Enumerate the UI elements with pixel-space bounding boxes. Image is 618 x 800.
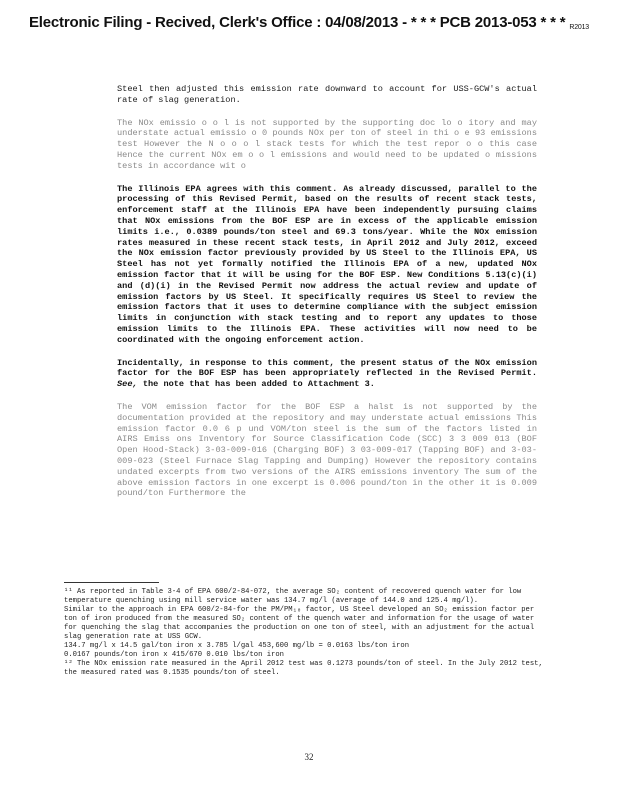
footnote-divider [64,582,159,583]
footnote-12: ¹² The NOx emission rate measured in the April 2012 test was 0.1273 pounds/ton of steel. In the July 2012 test, the measured rated was 0.1535 pounds/ton of steel. [64,660,543,677]
filing-header-title: Electronic Filing - Recived, Clerk's Office : 04/08/2013 - * * * PCB 2013-053 * * * [29,14,566,31]
footnote-11: ¹¹ As reported in Table 3-4 of EPA 600/2-84-072, the average SO₂ content of recovered quench water for low temperature quenching using mill service water was 134.7 mg/l (average of 144.0 and 125.4 mg/l). [64,588,522,605]
page-number: 32 [304,752,314,762]
footnote-11-calc-2: 0.0167 pounds/ton iron x 415/670 0.010 lbs/ton iron [64,651,284,659]
response-incidentally [117,358,537,390]
response-incidentally-tail: the note that has been added to Attachment 3. [142,379,375,390]
response-nox: The Illinois EPA agrees with this comment. As already discussed, parallel to the processing of this Revised Permit, based on the results of recent stack tests, enforcement staff at the Illinois EPA have been independently pursuing claims that NOx emissions from the BOF ESP are in excess of the applicable emission limits i.e., 0.0389 pounds/ton steel and 69.3 tons/year. While the NOx emission rates measured in these recent stack tests, in April 2012 and July 2012, exceed the NOx emission factor previously provided by US Steel to the Illinois EPA, US Steel has not yet formally notified the Illinois EPA of a new, updated NOx emission factor that it will be using for the BOF ESP. New Conditions 5.13(c)(i) and (d)(i) in the Revised Permit now address the actual review and update of emission factors by US Steel. It specifically requires US Steel to review the emission factors that it uses to determine compliance with the subject emission limits in conjunction with stack testing and to report any updates to those emission limits to the Illinois EPA. These activities will now need to be coordinated with the ongoing enforcement action. [117,183,537,345]
comment-vom-faded: The VOM emission factor for the BOF ESP a halst is not supported by the documentation provided at the repository and may understate actual emissions This emission factor 0.0 6 p und VOM/ton steel is the sum of the factors listed in AIRS Emiss ons Inventory for Source Classification Code (SCC) 3 3 009 013 (BOF Open Hood-Stack) 3-03-009-016 (Charging BOF) 3 03-009-017 (Tapping BOF) and 3-03-009-023 (Steel Furnace Slag Tapping and Dumping) However the repository contains undated excerpts from two versions of the AIRS emissions inventory The sum of the above emission factors in one excerpt is 0.006 pound/ton in the other it is 0.009 pound/ton Furthermore the [117,401,537,499]
footnote-11-approach: Similar to the approach in EPA 600/2-84-for the PM/PM₁₀ factor, US Steel developed an SO₂ emission factor per ton of iron produced from the measured SO₂ content of the quench water and information for the usage of water for quenching the slag that accompanies the production on one ton of steel, with an adjustment for the actual slag generation rate at USS GCW. [64,606,535,641]
filing-stamp: R2013 [569,24,589,31]
filing-header [0,14,618,31]
page-body [117,84,537,511]
paragraph-slag-adjustment: Steel then adjusted this emission rate downward to account for USS-GCW's actual rate of slag generation. [117,84,537,105]
see-reference: See, [117,379,138,390]
footnote-11-calc-1: 134.7 mg/l x 14.5 gal/ton iron x 3.785 l/gal 453,600 mg/lb = 0.0163 lbs/ton iron [64,642,410,650]
response-incidentally-main: Incidentally, in response to this comment, the present status of the NOx emission factor for the BOF ESP has been appropriately reflected in the Revised Permit. [117,357,537,379]
footnotes [64,588,546,678]
comment-nox-faded: The NOx emissio o o l is not supported by the supporting doc lo o itory and may understate actual emissio o 0 pounds NOx per ton of steel in thi o e 93 emissions test However the N o o o l stack tests for which the test repor o o this case Hence the current NOx em o o l emissions and would need to be updated o missions tests in accordance wit o [117,117,537,171]
